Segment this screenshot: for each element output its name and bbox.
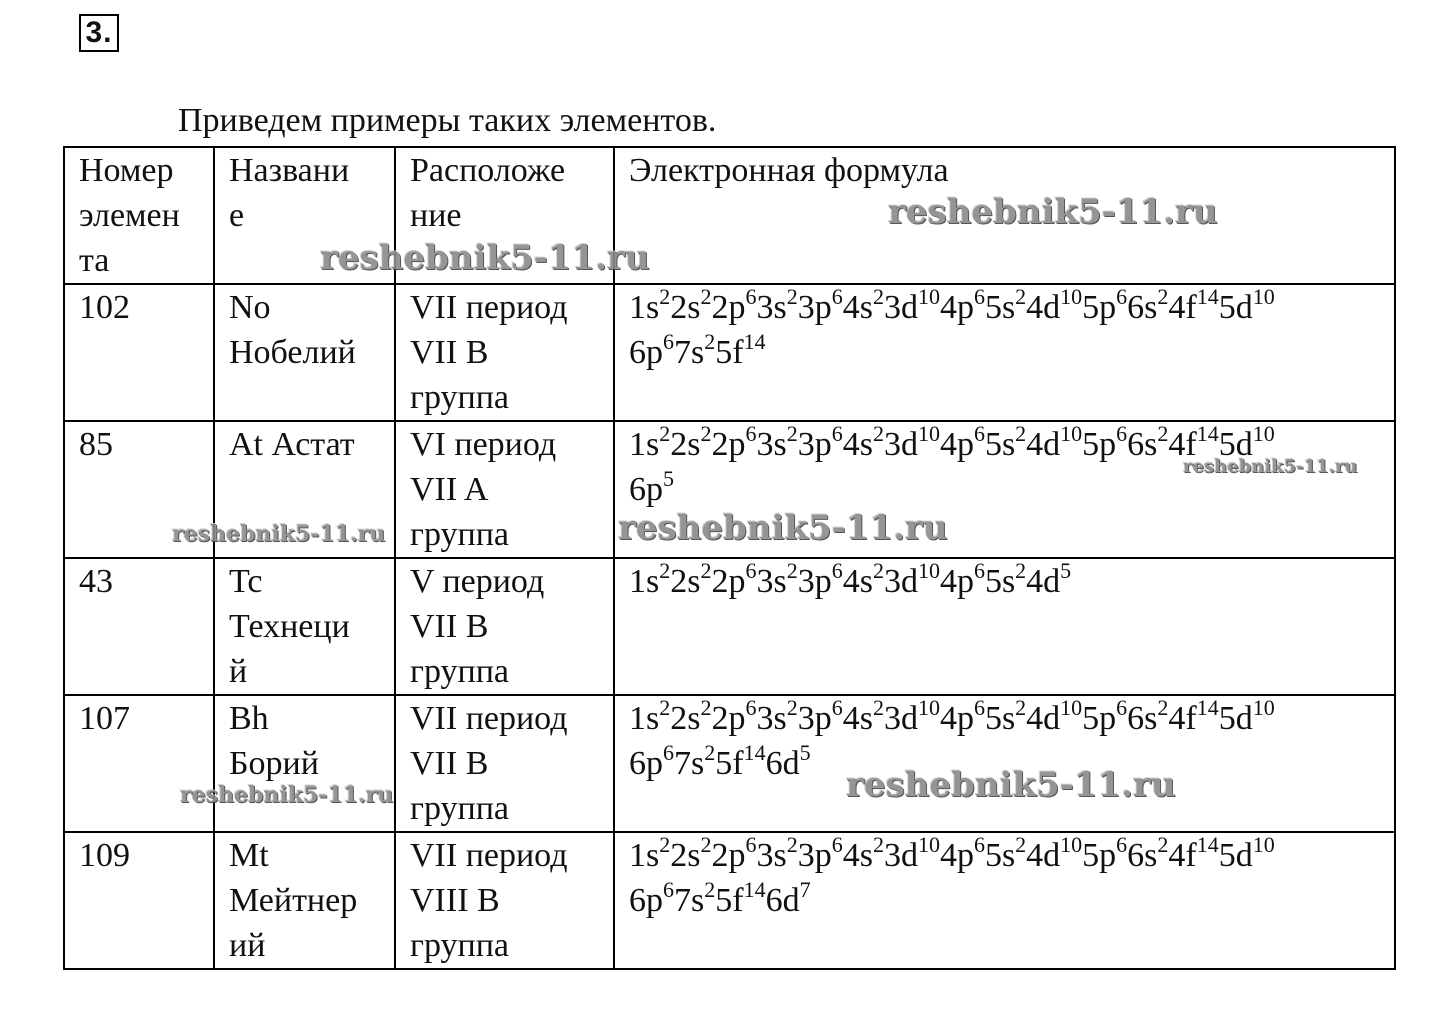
cell-location <box>395 558 614 695</box>
cell-name <box>214 558 395 695</box>
element-number: 43 <box>79 563 113 600</box>
header-number <box>64 147 214 284</box>
watermark: reshebnik5-11.ru <box>180 782 394 808</box>
element-location-line: VII A <box>410 471 489 508</box>
watermark: reshebnik5-11.ru <box>172 521 386 547</box>
element-name-line: ий <box>229 927 266 964</box>
element-number: 102 <box>79 289 130 326</box>
element-location-line: VII B <box>410 745 489 782</box>
element-name-line: Tc <box>229 563 263 600</box>
header-formula <box>614 147 1395 284</box>
cell-location <box>395 695 614 832</box>
watermark: reshebnik5-11.ru <box>320 238 650 278</box>
header-line: Электронная формула <box>629 152 949 189</box>
cell-location <box>395 421 614 558</box>
electron-formula-line: $1s^22s^22p^63s^23p^64s^23d^{10}4p^65s^24d^5$ <box>629 558 1072 600</box>
cell-number <box>64 284 214 421</box>
element-location-line: VII B <box>410 334 489 371</box>
elements-table <box>63 146 1396 970</box>
element-name-line: Технеци <box>229 608 350 645</box>
table-row <box>64 695 1395 832</box>
electron-formula-line: $1s^22s^22p^63s^23p^64s^23d^{10}4p^65s^24d^{10}5p^66s^24f^{14}5d^{10}$ <box>629 284 1275 326</box>
header-row <box>64 147 1395 284</box>
element-location-line: группа <box>410 927 509 964</box>
element-name-line: й <box>229 653 248 690</box>
task-number: 3. <box>79 14 119 52</box>
cell-formula <box>614 832 1395 969</box>
header-line: ние <box>410 197 462 234</box>
electron-formula-line: $1s^22s^22p^63s^23p^64s^23d^{10}4p^65s^24d^{10}5p^66s^24f^{14}5d^{10}$ <box>629 832 1275 874</box>
element-location-line: VI период <box>410 426 557 463</box>
electron-formula-line: $1s^22s^22p^63s^23p^64s^23d^{10}4p^65s^24d^{10}5p^66s^24f^{14}5d^{10}$ <box>629 421 1275 463</box>
electron-formula-line: $6p^67s^25f^{14}$ <box>629 328 766 371</box>
electron-formula-line: $6p^67s^25f^{14}6d^7$ <box>629 876 811 919</box>
element-location-line: группа <box>410 790 509 827</box>
table-row <box>64 421 1395 558</box>
table-row <box>64 558 1395 695</box>
element-location-line: VII B <box>410 608 489 645</box>
cell-number <box>64 558 214 695</box>
element-location-line: группа <box>410 516 509 553</box>
cell-formula <box>614 284 1395 421</box>
element-location-line: группа <box>410 379 509 416</box>
watermark: reshebnik5-11.ru <box>888 192 1218 232</box>
element-location-line: VIII B <box>410 882 500 919</box>
element-name-line: Борий <box>229 745 319 782</box>
electron-formula-line: $6p^67s^25f^{14}6d^5$ <box>629 739 811 782</box>
header-line: Названи <box>229 152 350 189</box>
electron-formula-line: $6p^5$ <box>629 465 674 508</box>
element-number: 85 <box>79 426 113 463</box>
cell-number <box>64 832 214 969</box>
cell-name <box>214 284 395 421</box>
header-line: элемен <box>79 197 180 234</box>
element-number: 109 <box>79 837 130 874</box>
cell-location <box>395 832 614 969</box>
cell-number <box>64 421 214 558</box>
element-number: 107 <box>79 700 130 737</box>
electron-formula-line: $1s^22s^22p^63s^23p^64s^23d^{10}4p^65s^24d^{10}5p^66s^24f^{14}5d^{10}$ <box>629 695 1275 737</box>
header-line: е <box>229 197 245 234</box>
cell-formula <box>614 421 1395 558</box>
element-location-line: V период <box>410 563 545 600</box>
element-name-line: Нобелий <box>229 334 356 371</box>
cell-name <box>214 421 395 558</box>
element-name-line: At Астат <box>229 426 355 463</box>
header-location <box>395 147 614 284</box>
table-row <box>64 284 1395 421</box>
header-name <box>214 147 395 284</box>
element-location-line: VII период <box>410 700 568 737</box>
header-line: Номер <box>79 152 174 189</box>
cell-formula <box>614 558 1395 695</box>
cell-name <box>214 832 395 969</box>
header-line: та <box>79 242 110 279</box>
header-line: Расположе <box>410 152 566 189</box>
watermark: reshebnik5-11.ru <box>1183 456 1358 477</box>
element-name-line: Мейтнер <box>229 882 358 919</box>
element-name-line: No <box>229 289 271 326</box>
element-location-line: VII период <box>410 837 568 874</box>
element-location-line: VII период <box>410 289 568 326</box>
watermark: reshebnik5-11.ru <box>618 508 948 548</box>
cell-formula <box>614 695 1395 832</box>
cell-name <box>214 695 395 832</box>
cell-location <box>395 284 614 421</box>
table-row <box>64 832 1395 969</box>
element-name-line: Bh <box>229 700 269 737</box>
element-location-line: группа <box>410 653 509 690</box>
intro-text: Приведем примеры таких элементов. <box>178 102 717 139</box>
cell-number <box>64 695 214 832</box>
watermark: reshebnik5-11.ru <box>846 765 1176 805</box>
element-name-line: Mt <box>229 837 269 874</box>
